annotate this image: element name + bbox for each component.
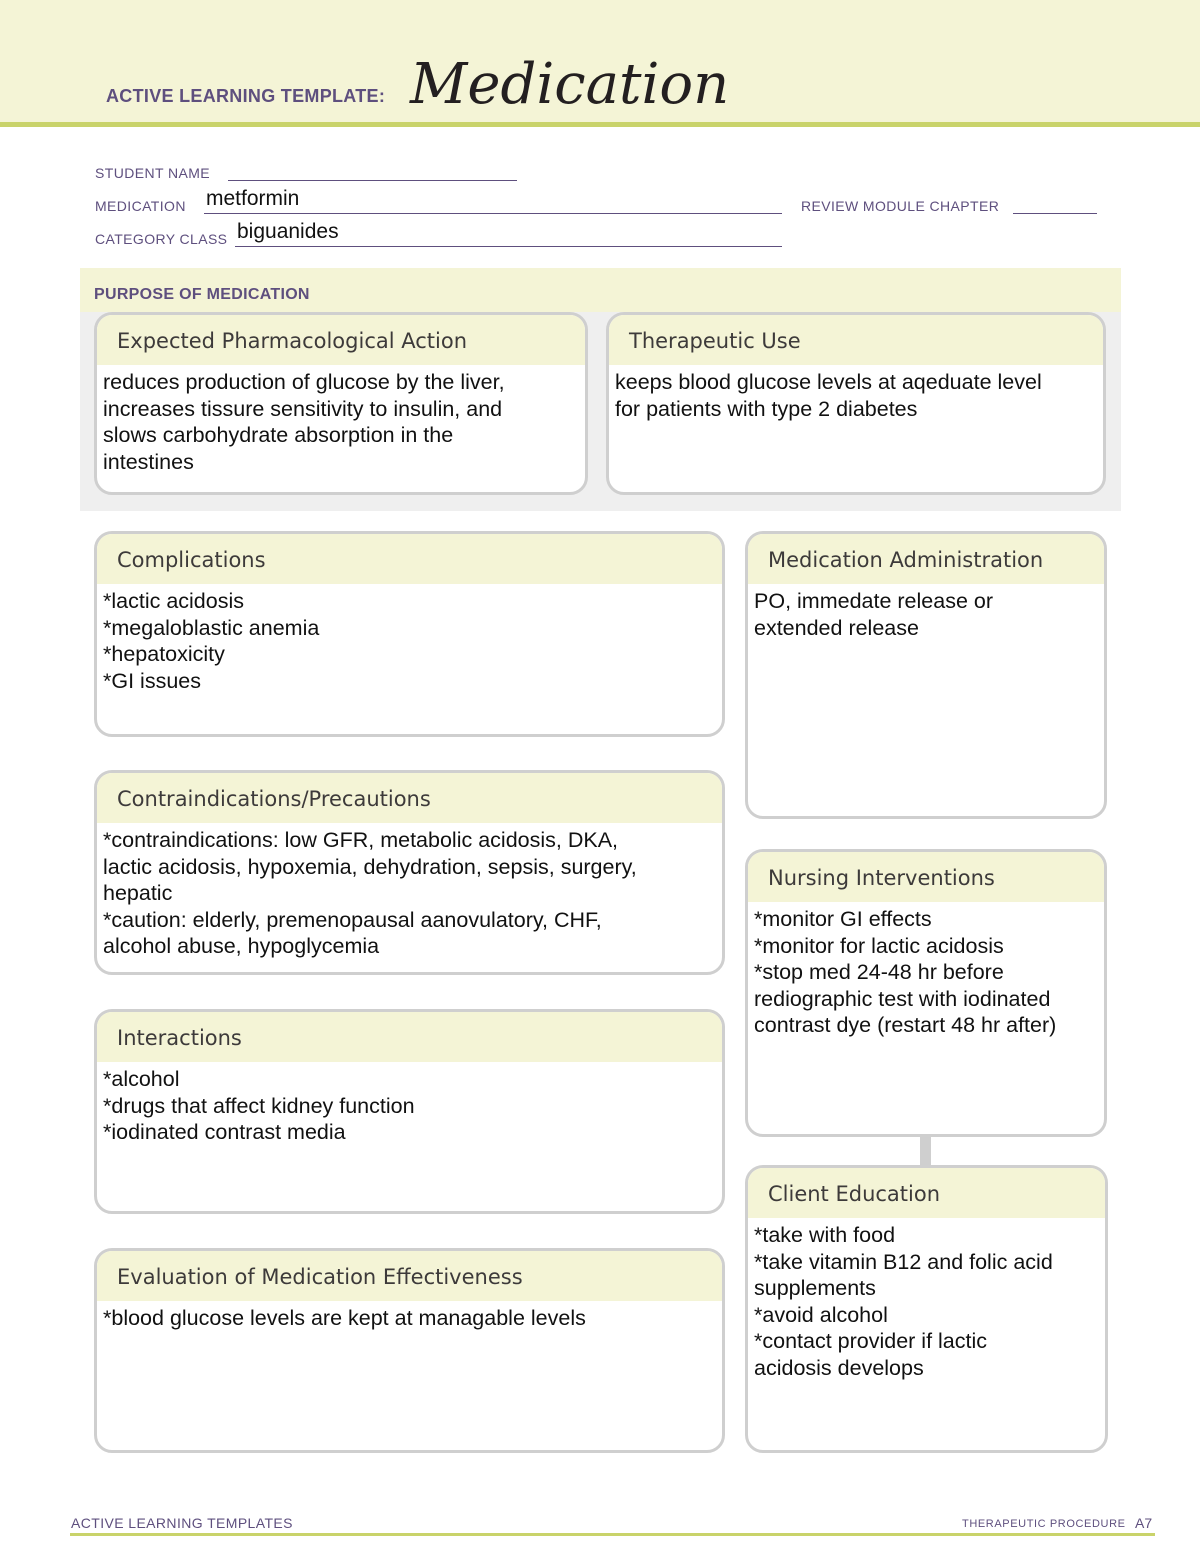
box-connector [920,1135,931,1166]
therapeutic-use-title: Therapeutic Use [609,315,1103,365]
contraindications-title: Contraindications/Precautions [97,773,722,823]
expected-action-text[interactable]: reduces production of glucose by the liver, increases tissure sensitivity to insulin, and slows carbohydrate absorption in the intestines [103,370,505,474]
footer-left-label: ACTIVE LEARNING TEMPLATES [71,1515,293,1531]
expected-action-box [94,312,588,495]
contraindications-text[interactable]: *contraindications: low GFR, metabolic acidosis, DKA, lactic acidosis, hypoxemia, dehydration, sepsis, surgery, hepatic *caution: elderly, premenopausal aanovulatory, CHF, alcohol abuse, hypoglycemia [103,828,637,958]
complications-text[interactable]: *lactic acidosis *megaloblastic anemia *hepatoxicity *GI issues [103,589,320,693]
student-name-field[interactable] [228,180,517,181]
evaluation-box [94,1248,725,1453]
nursing-interventions-text[interactable]: *monitor GI effects *monitor for lactic acidosis *stop med 24-48 hr before rediographic test with iodinated contrast dye (restart 48 hr after) [754,907,1057,1037]
evaluation-text[interactable]: *blood glucose levels are kept at managable levels [103,1306,586,1330]
interactions-title: Interactions [97,1012,722,1062]
student-name-label: STUDENT NAME [95,165,210,181]
expected-action-title: Expected Pharmacological Action [97,315,585,365]
client-education-text[interactable]: *take with food *take vitamin B12 and folic acid supplements *avoid alcohol *contact provider if lactic acidosis develops [754,1223,1053,1380]
evaluation-title: Evaluation of Medication Effectiveness [97,1251,722,1301]
template-label: ACTIVE LEARNING TEMPLATE: [106,86,386,106]
footer-page-number: A7 [1135,1515,1153,1531]
contraindications-box [94,770,725,975]
medication-administration-title: Medication Administration [748,534,1104,584]
complications-box [94,531,725,737]
interactions-text[interactable]: *alcohol *drugs that affect kidney function *iodinated contrast media [103,1067,415,1144]
footer-right-label: THERAPEUTIC PROCEDURE [962,1518,1126,1530]
category-class-label: CATEGORY CLASS [95,231,228,247]
nursing-interventions-title: Nursing Interventions [748,852,1104,902]
medication-label: MEDICATION [95,198,186,214]
medication-value: metformin [206,187,300,210]
category-class-field[interactable] [235,246,782,247]
review-module-label: REVIEW MODULE CHAPTER [801,198,1000,214]
interactions-box [94,1009,725,1214]
client-education-title: Client Education [748,1168,1105,1218]
medication-administration-text[interactable]: PO, immedate release or extended release [754,589,993,640]
category-class-value: biguanides [237,220,339,243]
therapeutic-use-text[interactable]: keeps blood glucose levels at aqeduate level for patients with type 2 diabetes [615,370,1042,421]
client-education-box [745,1165,1108,1453]
footer-rule [70,1533,1155,1536]
purpose-label: PURPOSE OF MEDICATION [94,286,310,303]
page-title: Medication [410,52,730,117]
complications-title: Complications [97,534,722,584]
therapeutic-use-box [606,312,1106,495]
review-module-field[interactable] [1013,213,1097,214]
nursing-interventions-box [745,849,1107,1137]
medication-field[interactable] [204,213,782,214]
medication-administration-box [745,531,1107,819]
header-rule [0,122,1200,127]
